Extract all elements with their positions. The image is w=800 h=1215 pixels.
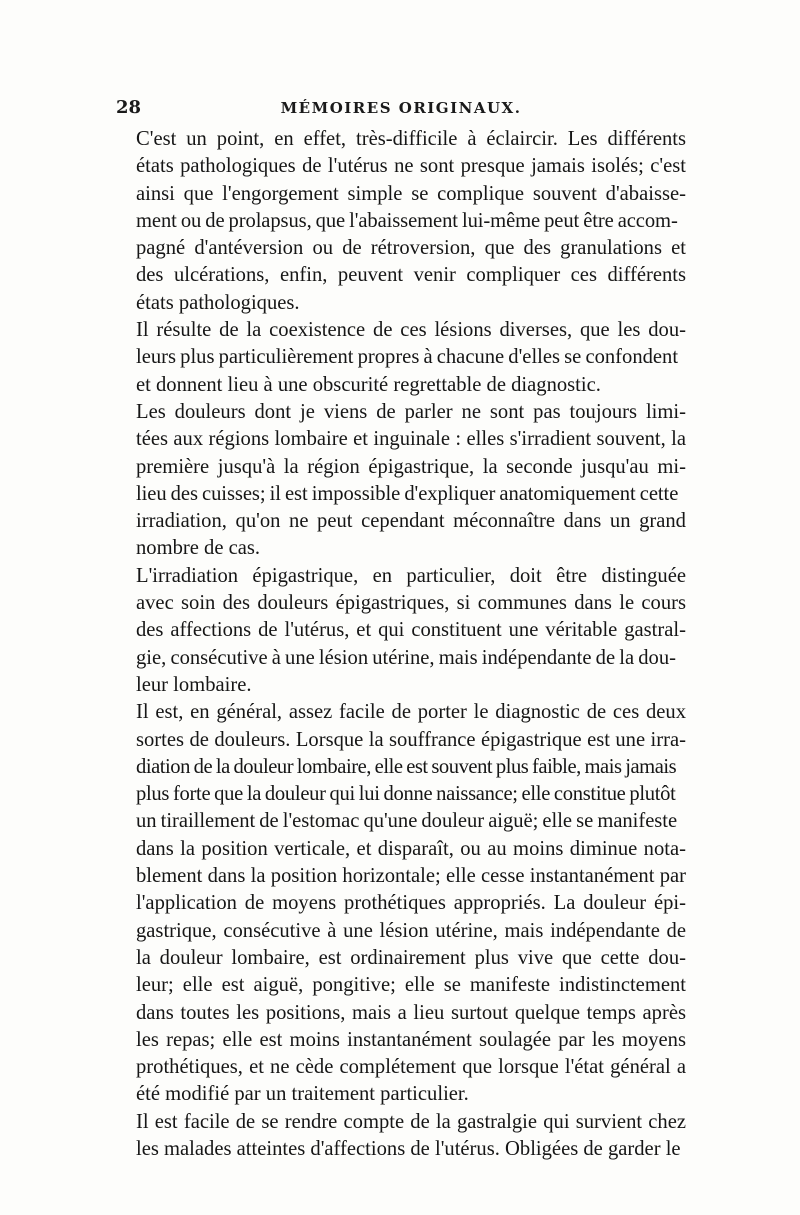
text-line: un tiraillement de l'estomac qu'une douleur aiguë; elle se manifeste (136, 810, 678, 833)
paragraph (116, 126, 686, 317)
text-line: sortes de douleurs. Lorsque la souffrance épigastrique est une irra- (136, 728, 686, 751)
text-line: L'irradiation épigastrique, en particulier, doit être distinguée (136, 564, 686, 587)
text-line: ainsi que l'engorgement simple se complique souvent d'abaisse- (136, 182, 686, 205)
text-line: ment ou de prolapsus, que l'abaissement lui-même peut être accom- (136, 209, 678, 232)
text-line: plus forte que la douleur qui lui donne naissance; elle constitue plutôt (136, 783, 676, 806)
page-number: 28 (116, 97, 142, 118)
text-line: leurs plus particulièrement propres à chacune d'elles se confondent (136, 346, 679, 369)
text-line: l'application de moyens prothétiques appropriés. La douleur épi- (136, 892, 687, 915)
text-line: gie, consécutive à une lésion utérine, mais indépendante de la dou- (136, 646, 676, 669)
text-line: les malades atteintes d'affections de l'utérus. Obligées de garder le (136, 1137, 681, 1160)
paragraph (116, 317, 686, 399)
text-line: nombre de cas. (136, 537, 261, 560)
text-line: Les douleurs dont je viens de parler ne sont pas toujours limi- (136, 400, 686, 423)
text-line: gastrique, consécutive à une lésion utérine, mais indépendante de (136, 919, 686, 942)
text-line: dans toutes les positions, mais a lieu surtout quelque temps après (136, 1001, 686, 1024)
text-line: des affections de l'utérus, et qui constituent une véritable gastral- (136, 619, 686, 642)
text-line: des ulcérations, enfin, peuvent venir compliquer ces différents (136, 264, 686, 287)
text-line: Il est, en général, assez facile de porter le diagnostic de ces deux (136, 701, 687, 724)
text-line: diation de la douleur lombaire, elle est souvent plus faible, mais jamais (136, 755, 677, 778)
text-line: C'est un point, en effet, très-difficile à éclaircir. Les différents (136, 128, 686, 150)
text-line: Il est facile de se rendre compte de la gastralgie qui survient chez (136, 1110, 686, 1133)
text-line: états pathologiques. (136, 291, 300, 314)
paragraph (116, 699, 686, 1108)
text-line: blement dans la position horizontale; elle cesse instantanément par (136, 865, 686, 888)
text-line: dans la position verticale, et disparaît, ou au moins diminue nota- (136, 837, 686, 860)
text-line: avec soin des douleurs épigastriques, si communes dans le cours (136, 592, 686, 615)
text-line: tées aux régions lombaire et inguinale : elles s'irradient souvent, la (136, 428, 686, 451)
paragraph (116, 1109, 686, 1164)
text-line: pagné d'antéversion ou de rétroversion, que des granulations et (136, 237, 686, 260)
paragraph (116, 399, 686, 563)
text-line: et donnent lieu à une obscurité regrettable de diagnostic. (136, 373, 601, 396)
running-head: MÉMOIRES ORIGINAUX. (280, 99, 522, 117)
text-line: été modifié par un traitement particulier. (136, 1083, 469, 1106)
text-line: les repas; elle est moins instantanément soulagée par les moyens (136, 1028, 686, 1051)
text-line: Il résulte de la coexistence de ces lésions diverses, que les dou- (136, 319, 686, 342)
paragraph (116, 563, 686, 699)
text-line: lieu des cuisses; il est impossible d'expliquer anatomiquement cette (136, 482, 679, 505)
text-line: prothétiques, et ne cède complétement que lorsque l'état général a (136, 1056, 686, 1079)
page-header (116, 97, 686, 121)
text-line: leur; elle est aiguë, pongitive; elle se manifeste indistinctement (136, 974, 686, 997)
body-text (116, 126, 686, 1163)
text-line: irradiation, qu'on ne peut cependant méconnaître dans un grand (136, 510, 686, 533)
text-line: la douleur lombaire, est ordinairement plus vive que cette dou- (136, 946, 686, 969)
text-line: leur lombaire. (136, 673, 252, 696)
text-line: états pathologiques de l'utérus ne sont presque jamais isolés; c'est (136, 155, 686, 178)
text-line: première jusqu'à la région épigastrique, la seconde jusqu'au mi- (136, 455, 686, 478)
